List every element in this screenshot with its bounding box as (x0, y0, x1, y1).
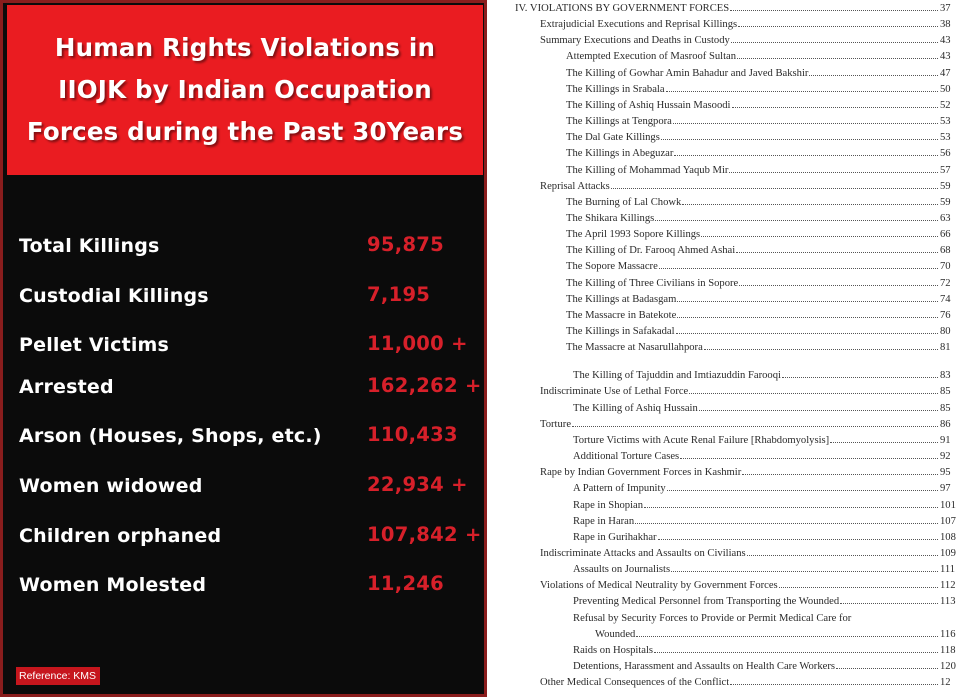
toc-entry-title: The Killings at Tengpora (566, 116, 672, 128)
toc-entry-title: The Killing of Gowhar Amin Bahadur and Javed Bakshir (566, 67, 809, 79)
toc-entry-title: Preventing Medical Personnel from Transporting the Wounded (573, 596, 840, 608)
toc-leader-dots (732, 107, 939, 108)
stat-row (3, 469, 490, 503)
toc-leader-dots (730, 684, 938, 685)
toc-entry (595, 627, 960, 643)
toc-leader-dots (676, 333, 938, 334)
toc-entry (573, 481, 960, 497)
toc-leader-dots (658, 539, 938, 540)
toc-leader-dots (739, 285, 938, 286)
toc-entry-title: The Killing of Tajuddin and Imtiazuddin Farooqi (573, 370, 781, 382)
toc-entry-title: The Massacre in Batekote (566, 309, 677, 321)
stat-label: Women widowed (19, 475, 203, 497)
toc-entry-title: The Killings at Badasgam (566, 293, 677, 305)
toc-entry-title: Raids on Hospitals (573, 644, 654, 656)
toc-page-number: 101 (940, 499, 956, 511)
stat-row (3, 568, 490, 602)
toc-entry (540, 179, 960, 195)
toc-leader-dots (611, 188, 938, 189)
toc-entry-title: The Killings in Safakadal (566, 326, 675, 337)
toc-entry (573, 498, 960, 514)
stat-value: 95,875 (367, 233, 445, 256)
toc-leader-dots (666, 91, 938, 92)
toc-leader-dots (682, 204, 938, 205)
toc-entry (566, 163, 960, 179)
toc-entry-wrapped-line: Refusal by Security Forces to Provide or Permit Medical Care for (573, 612, 852, 624)
toc-entry-title: Violations of Medical Neutrality by Government Forces (540, 580, 778, 592)
toc-page-number: 107 (940, 515, 956, 527)
toc-entry-title: The Killing of Ashiq Hussain (573, 402, 698, 414)
toc-entry (566, 308, 960, 324)
toc-leader-dots (731, 42, 938, 43)
toc-entry (573, 368, 960, 384)
stat-label: Custodial Killings (19, 285, 209, 307)
toc-entry (566, 82, 960, 98)
toc-page-number: 70 (940, 261, 951, 273)
toc-leader-dots (659, 268, 938, 269)
toc-page-number: 50 (940, 83, 951, 95)
stat-row (3, 419, 490, 453)
toc-entry-title: The Dal Gate Killings (566, 132, 660, 144)
toc-entry-title: Indiscriminate Attacks and Assaults on Civilians (540, 547, 746, 559)
toc-page-number: 111 (940, 564, 956, 576)
stat-row (3, 519, 490, 553)
stat-value: 110,433 (367, 423, 458, 446)
stat-label: Total Killings (19, 235, 160, 257)
toc-leader-dots (747, 555, 938, 556)
toc-leader-dots (699, 410, 938, 411)
toc-entry (540, 417, 960, 433)
toc-page-number: 86 (940, 418, 951, 430)
toc-entry-title: The Killings in Abeguzar (566, 148, 674, 160)
toc-page-number: 53 (940, 116, 951, 128)
toc-leader-dots (689, 393, 938, 394)
toc-entry (566, 195, 960, 211)
stat-label: Arson (Houses, Shops, etc.) (19, 425, 322, 447)
toc-entry (573, 514, 960, 530)
toc-leader-dots (809, 75, 938, 76)
toc-page-number: 95 (940, 467, 951, 479)
stat-value: 107,842 + (367, 523, 482, 546)
toc-page-number: 72 (940, 277, 951, 289)
toc-entry-title: Attempted Execution of Masroof Sultan (566, 51, 737, 63)
toc-page-number: 85 (940, 386, 951, 398)
stat-value: 11,246 (367, 572, 445, 595)
toc-entry (540, 17, 960, 33)
toc-entry (540, 384, 960, 400)
toc-leader-dots (661, 139, 938, 140)
toc-page-number: 91 (940, 434, 951, 446)
stat-value: 22,934 + (367, 473, 468, 496)
toc-entry (566, 324, 960, 340)
toc-entry-title: The Killing of Ashiq Hussain Masoodi (566, 99, 731, 111)
toc-entry (540, 465, 960, 481)
infographic-title: Human Rights Violations in IIOJK by Indian Occupation Forces during the Past 30Years (26, 33, 464, 146)
toc-entry-title: Wounded (595, 628, 636, 640)
toc-entry-title: Other Medical Consequences of the Conflict (540, 677, 730, 689)
toc-page-number: 68 (940, 245, 951, 257)
toc-leader-dots (704, 349, 938, 350)
toc-entry (540, 546, 960, 562)
toc-entry (540, 578, 960, 594)
toc-entry (566, 114, 960, 130)
toc-leader-dots (636, 636, 938, 637)
stat-value: 162,262 + (367, 374, 482, 397)
table-of-contents (500, 0, 960, 697)
toc-page-number: 76 (940, 309, 951, 321)
toc-page-number: 59 (940, 196, 951, 208)
toc-page-number: 80 (940, 326, 951, 337)
toc-leader-dots (667, 490, 938, 491)
toc-entry-title: The Burning of Lal Chowk (566, 196, 682, 208)
toc-leader-dots (677, 301, 938, 302)
toc-leader-dots (782, 377, 938, 378)
toc-leader-dots (677, 317, 938, 318)
toc-entry (566, 243, 960, 259)
toc-entry (540, 675, 960, 691)
toc-entry-title: Assaults on Journalists (573, 564, 671, 576)
toc-leader-dots (830, 442, 938, 443)
toc-page-number: 118 (940, 644, 956, 656)
toc-entry-title: The Massacre at Nasarullahpora (566, 342, 703, 354)
toc-leader-dots (674, 155, 938, 156)
toc-leader-dots (680, 458, 938, 459)
toc-leader-dots (737, 58, 938, 59)
toc-entry-title: IV. VIOLATIONS BY GOVERNMENT FORCES (515, 3, 730, 14)
toc-leader-dots (779, 587, 938, 588)
toc-entry (573, 401, 960, 417)
toc-entry-title: The Sopore Massacre (566, 261, 658, 273)
toc-page-number: 53 (940, 132, 951, 144)
toc-page-number: 12 (940, 677, 951, 689)
reference-label: Reference: KMS (16, 667, 100, 685)
toc-leader-dots (671, 571, 938, 572)
toc-entry-title: Reprisal Attacks (540, 180, 610, 192)
toc-page-number: 108 (940, 531, 956, 543)
toc-page-number: 52 (940, 99, 951, 111)
toc-leader-dots (742, 474, 938, 475)
toc-entry (566, 98, 960, 114)
toc-page-number: 59 (940, 180, 951, 192)
toc-page-number: 120 (940, 661, 956, 672)
toc-entry-title: Rape in Shopian (573, 499, 644, 511)
toc-entry (566, 276, 960, 292)
stat-row (3, 328, 490, 362)
toc-entry-title: Torture (540, 418, 572, 430)
stat-value: 7,195 (367, 283, 431, 306)
toc-entry (566, 130, 960, 146)
toc-page-number: 43 (940, 51, 951, 63)
toc-entry (566, 292, 960, 308)
toc-page-number: 57 (940, 164, 951, 176)
toc-leader-dots (572, 426, 938, 427)
toc-entry (573, 659, 960, 675)
toc-entry-title: A Pattern of Impunity (573, 483, 666, 495)
toc-page-number: 92 (940, 451, 951, 463)
toc-entry-title: Summary Executions and Deaths in Custody (540, 35, 730, 47)
stat-label: Pellet Victims (19, 334, 170, 356)
toc-entry (515, 1, 960, 17)
toc-entry (566, 146, 960, 162)
stat-label: Arrested (19, 376, 114, 398)
toc-entry (566, 340, 960, 356)
toc-leader-dots (730, 10, 938, 11)
toc-leader-dots (673, 123, 938, 124)
toc-leader-dots (635, 523, 938, 524)
toc-page-number: 47 (940, 67, 951, 79)
toc-entry-title: The Shikara Killings (566, 212, 655, 224)
toc-entry (566, 259, 960, 275)
toc-entry-title: The April 1993 Sopore Killings (566, 229, 701, 241)
toc-entry-title: Torture Victims with Acute Renal Failure [Rhabdomyolysis] (573, 434, 830, 446)
toc-entry-title: Rape in Haran (573, 515, 635, 527)
toc-page-number: 81 (940, 342, 951, 354)
toc-entry-title: The Killings in Srabala (566, 83, 665, 95)
toc-leader-dots (701, 236, 938, 237)
toc-entry (573, 433, 960, 449)
toc-page-number: 43 (940, 35, 951, 47)
toc-entry (573, 562, 960, 578)
toc-leader-dots (736, 252, 938, 253)
toc-page-number: 113 (940, 596, 956, 608)
toc-page-number: 97 (940, 483, 951, 495)
toc-entry (540, 33, 960, 49)
toc-page-number: 112 (940, 580, 956, 592)
toc-entry (566, 227, 960, 243)
toc-entry-title: Indiscriminate Use of Lethal Force (540, 386, 689, 398)
toc-page-number: 37 (940, 3, 951, 14)
toc-leader-dots (644, 507, 938, 508)
toc-page-number: 109 (940, 547, 956, 559)
toc-leader-dots (655, 220, 938, 221)
toc-entry-title: The Killing of Three Civilians in Sopore (566, 277, 739, 289)
toc-page-number: 38 (940, 19, 951, 31)
stat-row (3, 279, 490, 313)
toc-entry (566, 66, 960, 82)
toc-page-number: 74 (940, 293, 951, 305)
stat-label: Women Molested (19, 574, 207, 596)
toc-page-number: 56 (940, 148, 951, 160)
toc-entry (566, 211, 960, 227)
toc-page-number: 66 (940, 229, 951, 241)
toc-page-number: 83 (940, 370, 951, 382)
toc-leader-dots (836, 668, 938, 669)
toc-leader-dots (654, 652, 938, 653)
toc-entry-title: The Killing of Mohammad Yaqub Mir (566, 164, 729, 176)
toc-page-number: 63 (940, 212, 951, 224)
stat-value: 11,000 + (367, 332, 468, 355)
toc-entry-title: Rape in Gurihakhar (573, 531, 657, 543)
stat-label: Children orphaned (19, 525, 222, 547)
toc-leader-dots (729, 172, 938, 173)
toc-leader-dots (840, 603, 938, 604)
title-banner (7, 5, 483, 175)
toc-entry (573, 530, 960, 546)
toc-entry-title: Extrajudicial Executions and Reprisal Killings (540, 19, 738, 31)
toc-page-number: 116 (940, 628, 956, 640)
toc-page-number: 85 (940, 402, 951, 414)
toc-entry (573, 449, 960, 465)
stat-row (3, 370, 490, 404)
toc-entry-title: The Killing of Dr. Farooq Ahmed Ashai (566, 245, 736, 257)
toc-leader-dots (738, 26, 938, 27)
toc-entry-title: Rape by Indian Government Forces in Kashmir (540, 467, 742, 479)
toc-entry (573, 594, 960, 610)
toc-entry (573, 643, 960, 659)
toc-entry-title: Detentions, Harassment and Assaults on Health Care Workers (573, 661, 835, 672)
stat-row (3, 229, 490, 263)
toc-entry-title: Additional Torture Cases (573, 451, 680, 463)
toc-entry (566, 49, 960, 65)
